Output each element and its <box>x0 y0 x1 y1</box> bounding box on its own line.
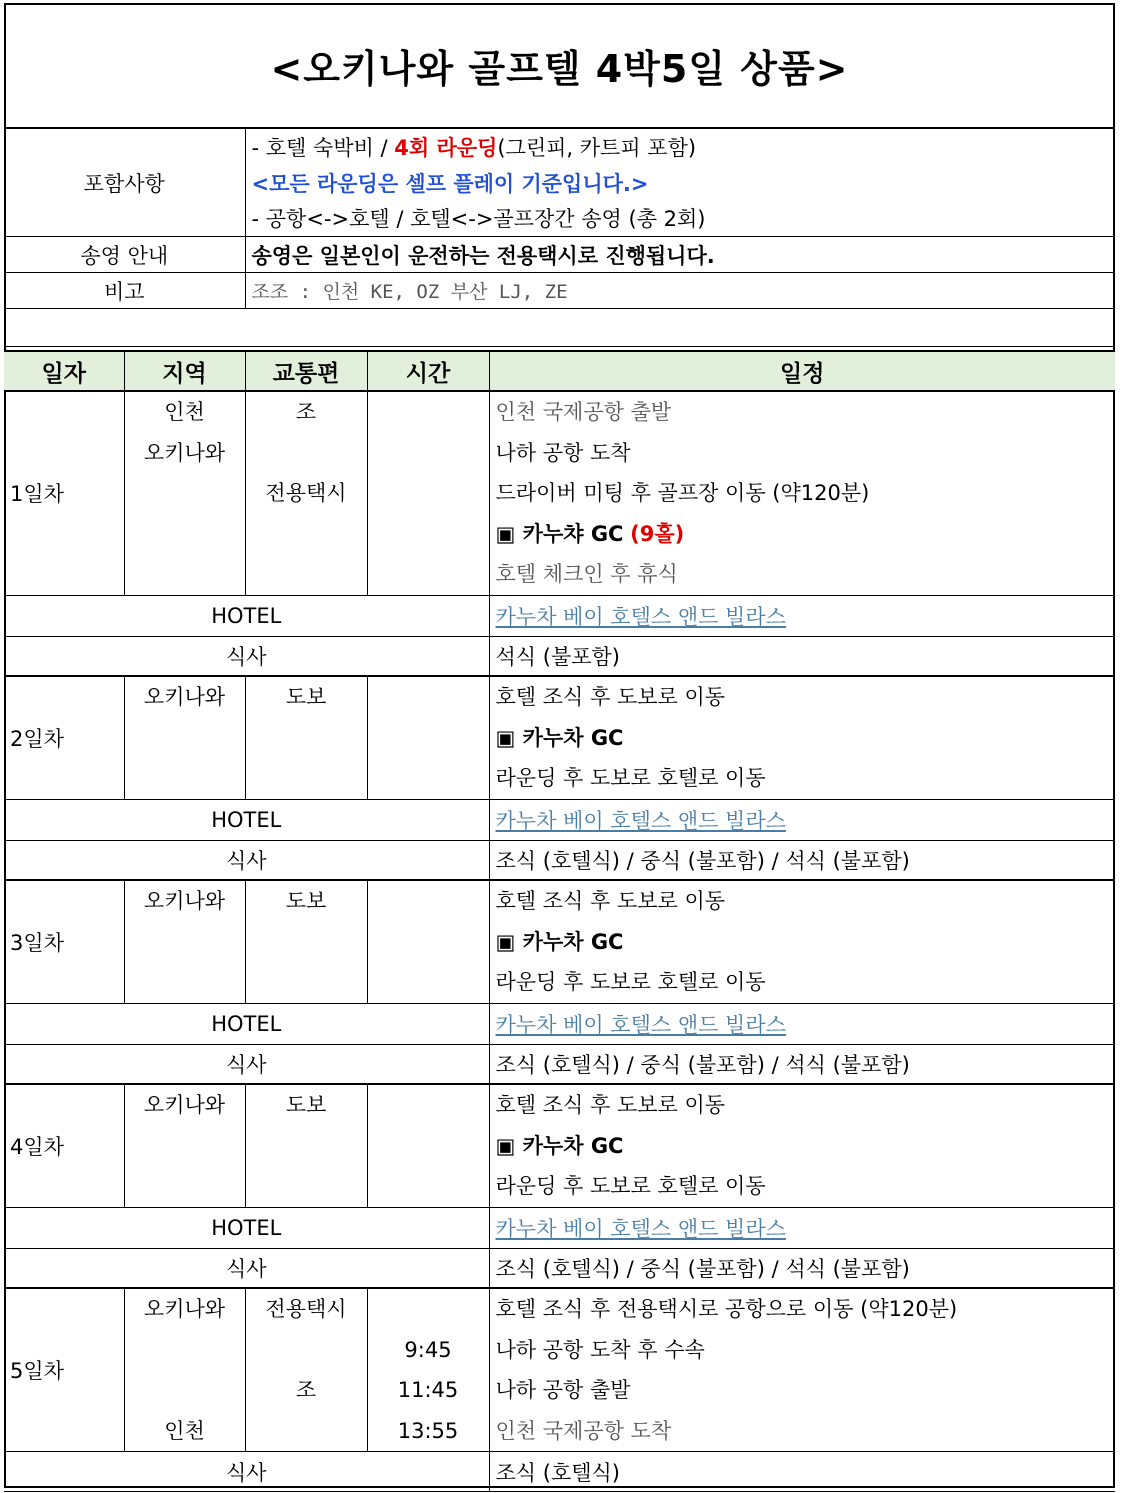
info-table <box>4 128 1115 347</box>
transport-cell <box>245 1288 367 1452</box>
transport-cell-line: 도보 <box>285 1093 327 1117</box>
time-cell <box>367 676 489 799</box>
time-cell <box>367 1084 489 1207</box>
schedule-item <box>496 758 1110 799</box>
region-cell-line: 인천 <box>164 400 205 424</box>
hotel-link[interactable]: 카누차 베이 호텔스 앤드 빌라스 <box>489 595 1115 636</box>
transport-cell <box>245 880 367 1003</box>
meal-value: 조식 (호텔식) <box>489 1452 1115 1492</box>
region-cell <box>124 880 245 1003</box>
time-cell-line <box>374 392 483 433</box>
transport-cell-line <box>252 1126 361 1167</box>
transport-cell-line: 도보 <box>285 889 327 913</box>
schedule-item <box>496 922 1110 963</box>
golf-holes: (9홀) <box>630 521 685 546</box>
schedule-item <box>496 554 1110 595</box>
day-row <box>4 880 1115 1003</box>
time-cell <box>367 391 489 595</box>
included-line-3: - 공항<->호텔 / 호텔<->골프장간 송영 (총 2회) <box>245 201 1115 237</box>
schedule-item <box>496 962 1110 1003</box>
region-cell-line <box>131 1370 239 1411</box>
time-cell-line <box>374 1166 483 1207</box>
region-cell-line: 오키나와 <box>143 1297 226 1321</box>
region-cell-line <box>131 718 239 759</box>
region-cell <box>124 391 245 595</box>
transport-cell <box>245 391 367 595</box>
transport-cell-line <box>252 554 361 595</box>
meal-label: 식사 <box>4 1248 489 1288</box>
schedule-item <box>496 514 1110 555</box>
transport-cell <box>245 1084 367 1207</box>
time-cell-line <box>374 1126 483 1167</box>
transport-cell <box>245 676 367 799</box>
hotel-label: HOTEL <box>4 799 489 840</box>
included-line-1: - 호텔 숙박비 / 4회 라운딩(그린피, 카트피 포함) <box>245 129 1115 165</box>
region-cell-line: 인천 <box>164 1418 205 1443</box>
schedule-cell <box>489 1288 1115 1452</box>
schedule-text: 호텔 체크인 후 휴식 <box>495 562 678 586</box>
meal-label: 식사 <box>4 636 489 676</box>
time-cell-line: 9:45 <box>404 1337 452 1362</box>
header-time: 시간 <box>367 351 489 391</box>
meal-row <box>4 1248 1115 1288</box>
hotel-label: HOTEL <box>4 1207 489 1248</box>
region-cell-line <box>131 1126 239 1167</box>
meal-label: 식사 <box>4 1452 489 1492</box>
time-cell <box>367 880 489 1003</box>
header-transport: 교통편 <box>245 351 367 391</box>
region-cell-line <box>131 473 239 514</box>
golf-course-name: ▣ 카누차 GC <box>495 1133 624 1158</box>
time-cell <box>367 1288 489 1452</box>
region-cell <box>124 1288 245 1452</box>
page-title: <오키나와 골프텔 4박5일 상품> <box>4 3 1115 129</box>
schedule-cell <box>489 1084 1115 1207</box>
time-cell-line <box>374 922 483 963</box>
schedule-text: 라운딩 후 도보로 호텔로 이동 <box>495 970 766 994</box>
note-label: 비고 <box>4 273 245 309</box>
schedule-text: 라운딩 후 도보로 호텔로 이동 <box>495 766 766 790</box>
schedule-item <box>496 677 1110 718</box>
schedule-cell <box>489 880 1115 1003</box>
hotel-link[interactable]: 카누차 베이 호텔스 앤드 빌라스 <box>489 1207 1115 1248</box>
schedule-text: 나하 공항 출발 <box>495 1378 631 1402</box>
transport-cell-line: 도보 <box>285 685 327 709</box>
transport-cell-line: 조 <box>295 1378 317 1402</box>
note-value: 조조 : 인천 KE, OZ 부산 LJ, ZE <box>245 273 1115 309</box>
schedule-item <box>496 1126 1110 1167</box>
schedule-text: 라운딩 후 도보로 호텔로 이동 <box>495 1174 766 1198</box>
hotel-row <box>4 1003 1115 1044</box>
golf-course-name: ▣ 카누챠 GC <box>495 521 624 546</box>
region-cell-line <box>131 514 239 555</box>
schedule-text: 호텔 조식 후 도보로 이동 <box>495 685 726 709</box>
hotel-link[interactable]: 카누차 베이 호텔스 앤드 빌라스 <box>489 799 1115 840</box>
hotel-label: HOTEL <box>4 595 489 636</box>
time-cell-line: 13:55 <box>397 1418 459 1443</box>
day-label: 3일차 <box>4 880 124 1003</box>
schedule-text: 호텔 조식 후 도보로 이동 <box>495 1093 726 1117</box>
meal-label: 식사 <box>4 840 489 880</box>
transport-cell-line <box>252 514 361 555</box>
time-cell-line <box>374 962 483 1003</box>
time-cell-line: 11:45 <box>397 1378 459 1402</box>
meal-value: 석식 (불포함) <box>489 636 1115 676</box>
golf-course-name: ▣ 카누차 GC <box>495 725 624 750</box>
schedule-text: 나하 공항 도착 후 수속 <box>495 1337 705 1362</box>
schedule-text: 나하 공항 도착 <box>495 440 631 465</box>
time-cell-line <box>374 677 483 718</box>
schedule-item <box>496 881 1110 922</box>
region-cell <box>124 1084 245 1207</box>
transport-cell-line <box>252 433 361 474</box>
transport-cell-line <box>252 922 361 963</box>
schedule-item <box>496 473 1110 514</box>
rounding-count: 4회 라운딩 <box>394 135 498 160</box>
transport-cell-line <box>252 962 361 1003</box>
schedule-item <box>496 1330 1110 1371</box>
header-day: 일자 <box>4 351 124 391</box>
schedule-text: 인천 국제공항 도착 <box>495 1418 672 1443</box>
schedule-item <box>496 1289 1110 1330</box>
hotel-row <box>4 595 1115 636</box>
day-label: 2일차 <box>4 676 124 799</box>
schedule-item <box>496 718 1110 759</box>
meal-row <box>4 840 1115 880</box>
transfer-label: 송영 안내 <box>4 237 245 273</box>
region-cell-line: 오키나와 <box>143 1093 226 1117</box>
day-label: 4일차 <box>4 1084 124 1207</box>
schedule-item <box>496 1085 1110 1126</box>
meal-value: 조식 (호텔식) / 중식 (불포함) / 석식 (불포함) <box>489 1044 1115 1084</box>
hotel-link[interactable]: 카누차 베이 호텔스 앤드 빌라스 <box>489 1003 1115 1044</box>
transport-cell-line <box>252 758 361 799</box>
time-cell-line <box>374 881 483 922</box>
region-cell-line <box>131 554 239 595</box>
schedule-text: 인천 국제공항 출발 <box>495 400 672 424</box>
transport-cell-line: 전용택시 <box>265 1297 347 1321</box>
day-row <box>4 391 1115 595</box>
header-region: 지역 <box>124 351 245 391</box>
region-cell-line: 오키나와 <box>143 440 226 465</box>
transfer-value: 송영은 일본인이 운전하는 전용택시로 진행됩니다. <box>245 237 1115 273</box>
schedule-text: 호텔 조식 후 도보로 이동 <box>495 889 726 913</box>
meal-row <box>4 636 1115 676</box>
spacer-row <box>4 309 1115 347</box>
hotel-row <box>4 1207 1115 1248</box>
region-cell-line: 오키나와 <box>143 889 226 913</box>
time-cell-line <box>374 718 483 759</box>
hotel-label: HOTEL <box>4 1003 489 1044</box>
transport-cell-line <box>252 718 361 759</box>
schedule-table <box>4 350 1115 1492</box>
day-label: 5일차 <box>4 1288 124 1452</box>
region-cell-line <box>131 758 239 799</box>
included-label: 포함사항 <box>4 129 245 237</box>
region-cell-line <box>131 962 239 1003</box>
hotel-row <box>4 799 1115 840</box>
day-label: 1일차 <box>4 391 124 595</box>
time-cell-line <box>374 1289 483 1330</box>
day-row <box>4 1084 1115 1207</box>
time-cell-line <box>374 433 483 474</box>
schedule-item <box>496 1166 1110 1207</box>
region-cell <box>124 676 245 799</box>
included-line-2: <모든 라운딩은 셀프 플레이 기준입니다.> <box>245 165 1115 201</box>
transport-cell-line: 조 <box>295 400 317 424</box>
time-cell-line <box>374 473 483 514</box>
meal-row <box>4 1044 1115 1084</box>
schedule-cell <box>489 391 1115 595</box>
schedule-item <box>496 433 1110 474</box>
schedule-text: 호텔 조식 후 전용택시로 공항으로 이동 (약120분) <box>495 1297 958 1321</box>
time-cell-line <box>374 1085 483 1126</box>
time-cell-line <box>374 514 483 555</box>
transport-cell-line <box>252 1166 361 1207</box>
header-schedule: 일정 <box>489 351 1115 391</box>
meal-value: 조식 (호텔식) / 중식 (불포함) / 석식 (불포함) <box>489 840 1115 880</box>
schedule-cell <box>489 676 1115 799</box>
schedule-item <box>496 392 1110 433</box>
time-cell-line <box>374 758 483 799</box>
region-cell-line <box>131 1166 239 1207</box>
time-cell-line <box>374 554 483 595</box>
transport-cell-line <box>252 1330 361 1371</box>
transport-cell-line: 전용택시 <box>265 481 347 505</box>
transport-cell-line <box>252 1411 361 1452</box>
golf-course-name: ▣ 카누차 GC <box>495 929 624 954</box>
schedule-item <box>496 1411 1110 1452</box>
day-row <box>4 676 1115 799</box>
meal-label: 식사 <box>4 1044 489 1084</box>
meal-row <box>4 1452 1115 1492</box>
schedule-text: 드라이버 미팅 후 골프장 이동 (약120분) <box>495 481 870 505</box>
day-row <box>4 1288 1115 1452</box>
region-cell-line <box>131 1330 239 1371</box>
region-cell-line: 오키나와 <box>143 685 226 709</box>
region-cell-line <box>131 922 239 963</box>
schedule-item <box>496 1370 1110 1411</box>
meal-value: 조식 (호텔식) / 중식 (불포함) / 석식 (불포함) <box>489 1248 1115 1288</box>
